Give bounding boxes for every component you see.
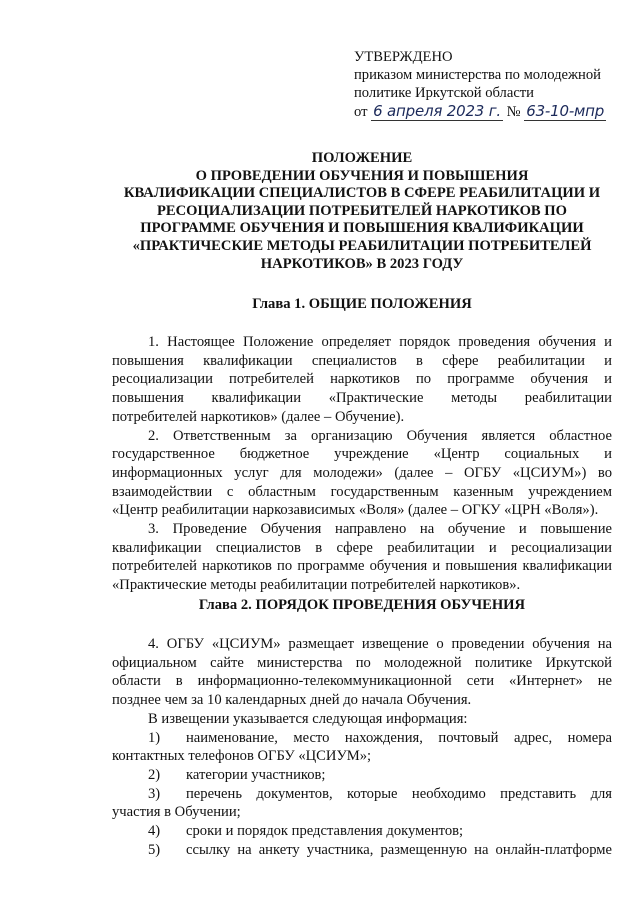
list-item [112, 729, 612, 766]
chapter-2-body [112, 635, 612, 859]
title-line: О ПРОВЕДЕНИИ ОБУЧЕНИЯ И ПОВЫШЕНИЯ [195, 167, 529, 184]
approval-block [354, 48, 624, 121]
handwritten-order-number: 63-10-мпр [526, 102, 605, 120]
chapter-2-heading: Глава 2. ПОРЯДОК ПРОВЕДЕНИЯ ОБУЧЕНИЯ [198, 597, 526, 613]
title-line: РЕСОЦИАЛИЗАЦИИ ПОТРЕБИТЕЛЕЙ НАРКОТИКОВ ПО [156, 202, 568, 219]
paragraph-line: 1. Настоящее Положение определяет порядок проведения обучения и [148, 334, 612, 350]
paragraph-line: государственное бюджетное учреждение «Центр социальных и [112, 446, 612, 463]
paragraph-line: ресоциализации потребителей наркотиков по программе обучения и [112, 371, 612, 388]
paragraph-line: повышения квалификации специалистов в сфере реабилитации и [112, 352, 612, 369]
paragraph-line: взаимодействии с областным государственным казенным учреждением [112, 483, 612, 500]
list-item-text: участия в Обучении; [112, 804, 241, 821]
paragraph-line: области в информационно-телекоммуникационной сети «Интернет» не [112, 673, 612, 690]
chapter-1-body [112, 333, 612, 595]
paragraph-line: потребителей наркотиков» (далее – Обучение). [112, 408, 405, 425]
list-item-number: 3) [148, 785, 161, 802]
list-item-text: перечень документов, которые необходимо представить для [186, 785, 612, 802]
list-item-text: сроки и порядок представления документов; [186, 823, 464, 840]
approval-line-2: политике Иркутской области [354, 85, 534, 101]
list-item [112, 841, 612, 860]
title-line: ПРОГРАММЕ ОБУЧЕНИЯ И ПОВЫШЕНИЯ КВАЛИФИКАЦИИ [140, 220, 584, 237]
handwritten-date: 6 апреля 2023 г. [373, 102, 501, 120]
list-item-number: 5) [148, 841, 161, 858]
chapter-1-heading: Глава 1. ОБЩИЕ ПОЛОЖЕНИЯ [252, 296, 472, 312]
paragraph-line: «Центр реабилитации наркозависимых «Воля» (далее – ОГКУ «ЦРН «Воля»). [112, 502, 599, 519]
paragraph-1 [112, 333, 612, 427]
list-item [112, 822, 612, 841]
approval-date-line [354, 102, 624, 121]
paragraph-line: 2. Ответственным за организацию Обучения является областное [148, 427, 612, 444]
list-item-text: категории участников; [186, 766, 326, 783]
title-line: НАРКОТИКОВ» В 2023 ГОДУ [260, 255, 464, 272]
list-item-text: ссылку на анкету участника, размещенную на онлайн-платформе [186, 841, 612, 858]
paragraph-line: «Практические методы реабилитации потребителей наркотиков». [112, 577, 521, 594]
notice-intro: В извещении указывается следующая информация: [148, 710, 468, 727]
title-line: КВАЛИФИКАЦИИ СПЕЦИАЛИСТОВ В СФЕРЕ РЕАБИЛИТАЦИИ И [123, 185, 601, 202]
paragraph-line: информационных услуг для молодежи» (далее – ОГБУ «ЦСИУМ») во [112, 464, 612, 481]
list-item [112, 766, 612, 785]
paragraph-line: повышения квалификации «Практические методы реабилитации [112, 390, 612, 407]
paragraph-3 [112, 520, 612, 595]
approval-line-1: приказом министерства по молодежной [354, 67, 601, 83]
approval-from-prefix: от [354, 104, 368, 120]
approval-heading: УТВЕРЖДЕНО [354, 49, 453, 65]
paragraph-line: 4. ОГБУ «ЦСИУМ» размещает извещение о проведении обучения на [148, 636, 612, 652]
list-item-number: 1) [148, 729, 161, 746]
list-item-number: 4) [148, 823, 161, 840]
approval-number-prefix: № [506, 104, 521, 120]
document-title [110, 150, 614, 273]
title-line: «ПРАКТИЧЕСКИЕ МЕТОДЫ РЕАБИЛИТАЦИИ ПОТРЕБИТЕЛЕЙ [132, 237, 592, 254]
paragraph-line: потребителей наркотиков по программе обучения и повышения квалификации [112, 558, 612, 575]
list-item-number: 2) [148, 766, 161, 783]
list-item [112, 785, 612, 822]
list-item-text: наименование, место нахождения, почтовый адрес, номера [186, 729, 612, 746]
paragraph-line: 3. Проведение Обучения направлено на обучение и повышение [148, 521, 612, 538]
title-line: ПОЛОЖЕНИЕ [311, 150, 413, 166]
paragraph-line: позднее чем за 10 календарных дней до начала Обучения. [112, 692, 472, 709]
paragraph-line: квалификации специалистов в сфере реабилитации и ресоциализации [112, 539, 612, 556]
paragraph-line: официальном сайте министерства по молодежной политике Иркутской [112, 654, 612, 671]
paragraph-4 [112, 635, 612, 710]
list-item-text: контактных телефонов ОГБУ «ЦСИУМ»; [112, 748, 372, 765]
paragraph-2 [112, 427, 612, 521]
